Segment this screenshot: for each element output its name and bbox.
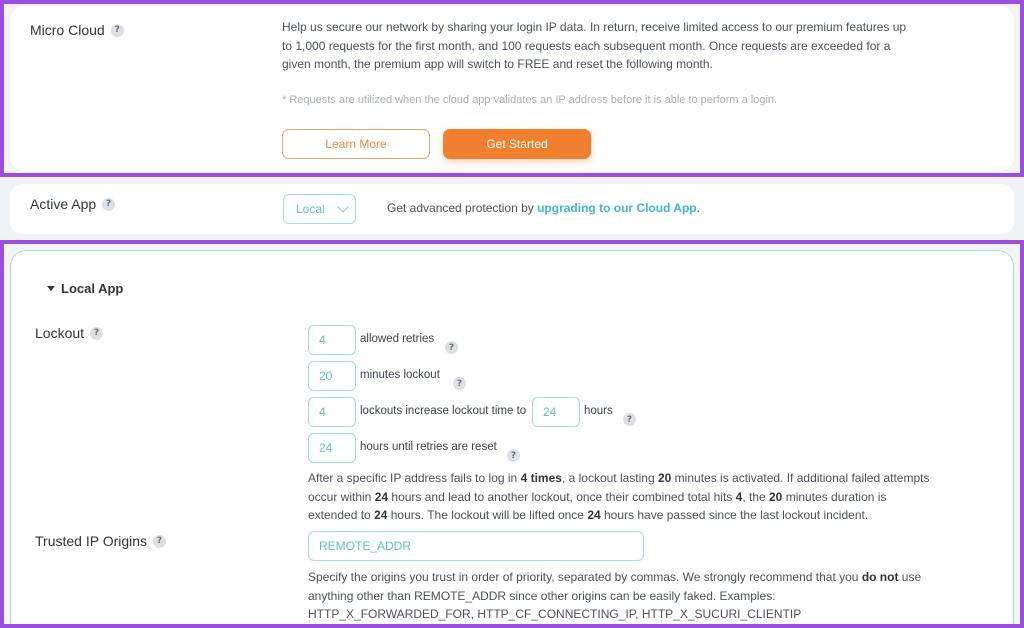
micro-cloud-card [10, 6, 1014, 171]
lockout-label: Lockout ? [35, 325, 103, 341]
lockouts-increase-label: lockouts increase lockout time to [360, 405, 527, 417]
upgrade-cloud-link[interactable]: upgrading to our Cloud App [537, 201, 697, 215]
allowed-retries-label: allowed retries [360, 333, 435, 345]
chevron-down-icon [337, 201, 348, 212]
help-icon[interactable]: ? [445, 341, 458, 354]
help-icon[interactable]: ? [623, 413, 636, 426]
active-app-label: Active App ? [30, 196, 115, 212]
minutes-lockout-label: minutes lockout [360, 369, 440, 381]
micro-cloud-description: Help us secure our network by sharing your login IP data. In return, receive limited access to our premium features up to 1,000 requests for the first month, and 100 requests each subsequent month. Once requests are exceeded for a given month, the premium app will switch to FREE and reset the following month. [282, 20, 907, 71]
help-icon[interactable]: ? [102, 198, 115, 211]
allowed-retries-input[interactable]: 4 [308, 325, 356, 355]
active-app-card [10, 184, 1014, 234]
help-icon[interactable]: ? [90, 327, 103, 340]
caret-down-icon [47, 286, 55, 291]
help-icon[interactable]: ? [453, 377, 466, 390]
get-started-button[interactable]: Get Started [443, 129, 591, 159]
minutes-lockout-input[interactable]: 20 [308, 361, 356, 391]
lockouts-increase-input[interactable]: 4 [308, 397, 356, 427]
active-app-select[interactable]: Local [283, 194, 356, 224]
micro-cloud-label: Micro Cloud ? [30, 22, 124, 38]
local-app-toggle[interactable]: Local App [47, 281, 123, 296]
local-app-card [10, 250, 1014, 624]
retries-reset-input[interactable]: 24 [308, 433, 356, 463]
trusted-ip-label: Trusted IP Origins ? [35, 533, 166, 549]
micro-cloud-note: * Requests are utilized when the cloud app validates an IP address before it is able to perform a login. [282, 94, 778, 106]
help-icon[interactable]: ? [153, 535, 166, 548]
learn-more-button[interactable]: Learn More [282, 129, 430, 159]
help-icon[interactable]: ? [507, 449, 520, 462]
help-icon[interactable]: ? [111, 24, 124, 37]
lockout-hours-input[interactable]: 24 [532, 397, 580, 427]
lockout-hours-label: hours [584, 405, 613, 417]
trusted-ip-input[interactable]: REMOTE_ADDR [308, 531, 644, 561]
lockout-summary: After a specific IP address fails to log in 4 times, a lockout lasting 20 minutes is activated. If additional failed attempts occur within 24 hours and lead to another lockout, once their combined total hits 4, the 20 minutes duration is extended to 24 hours. The lockout will be lifted once 24 hours have passed since the last lockout incident. [308, 471, 930, 522]
retries-reset-label: hours until retries are reset [360, 441, 497, 453]
trusted-ip-description: Specify the origins you trust in order of priority, separated by commas. We strongly recommend that you do not use anything other than REMOTE_ADDR since other origins can be easily faked. Examples: HTTP_X_FORWARDED_FOR, HTTP_CF_CONNECTING_IP, HTTP_X_SUCURI_CLIENTIP [308, 570, 922, 621]
active-app-upgrade-text: Get advanced protection by upgrading to our Cloud App. [387, 201, 700, 215]
